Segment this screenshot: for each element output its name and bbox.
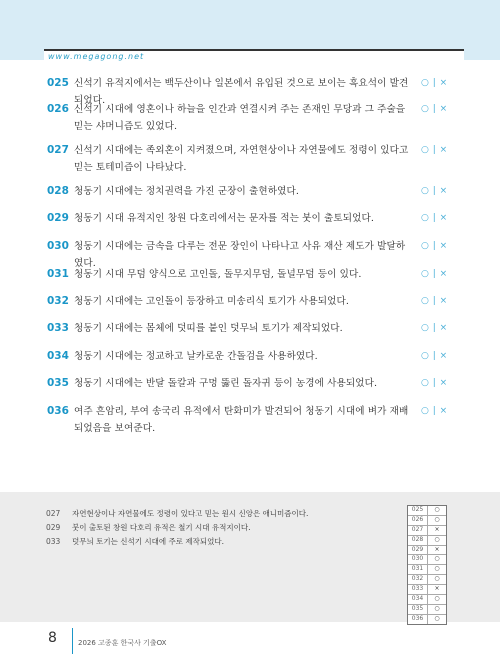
ox-mark: ○ | ×: [421, 296, 448, 306]
answer-number: 028: [408, 536, 428, 545]
note-text: 붓이 출토된 창원 다호리 유적은 철기 시대 유적지이다.: [72, 523, 251, 532]
answer-number: 026: [408, 516, 428, 525]
answer-mark: ○: [434, 515, 440, 523]
answer-row: [408, 506, 446, 516]
note-text: 덧무늬 토기는 신석기 시대에 주로 제작되었다.: [72, 537, 224, 546]
ox-mark: ○ | ×: [421, 269, 448, 279]
answer-number: 031: [408, 565, 428, 574]
ox-mark: ○ | ×: [421, 213, 448, 223]
ox-mark: ○ | ×: [421, 145, 448, 155]
question-number: 034: [47, 350, 69, 362]
answer-number: 036: [408, 615, 428, 624]
question-text: 청동기 시대 유적지인 창원 다호리에서는 문자를 적는 붓이 출토되었다.: [74, 213, 375, 224]
answer-mark: ×: [434, 545, 440, 553]
answer-number: 035: [408, 605, 428, 614]
answer-mark: ○: [434, 555, 440, 563]
book-title: 2026 고종훈 한국사 기출OX: [78, 639, 167, 647]
answer-number: 029: [408, 546, 428, 555]
answer-row: [408, 565, 446, 575]
ox-mark: ○ | ×: [421, 104, 448, 114]
ox-mark: ○ | ×: [421, 186, 448, 196]
question-text: 신석기 시대에 영혼이나 하늘을 인간과 연결시켜 주는 존재인 무당과 그 주술을 믿는 샤머니즘도 있었다.: [74, 104, 406, 132]
answer-number: 027: [408, 526, 428, 535]
note-text: 자연현상이나 자연물에도 정령이 있다고 믿는 원시 신앙은 애니미즘이다.: [72, 509, 309, 518]
answer-number: 030: [408, 555, 428, 564]
footer-divider: [72, 628, 73, 654]
answer-row: [408, 536, 446, 546]
question-number: 025: [47, 77, 69, 89]
question-text: 여주 흔암리, 부여 송국리 유적에서 탄화미가 발견되어 청동기 시대에 벼가 재배되었음을 보여준다.: [74, 406, 409, 434]
question-number: 036: [47, 405, 69, 417]
brand-bar: [44, 49, 464, 67]
question-number: 032: [47, 295, 69, 307]
answer-mark: ○: [434, 506, 440, 513]
question-text: 청동기 시대에는 몸체에 덧띠를 붙인 덧무늬 토기가 제작되었다.: [74, 323, 343, 334]
question-text: 청동기 시대에는 금속을 다루는 전문 장인이 나타나고 사유 재산 제도가 발달하였다.: [74, 241, 406, 269]
answer-table: [407, 505, 447, 625]
question-text: 신석기 유적지에서는 백두산이나 일본에서 유입된 것으로 보이는 흑요석이 발견되었다.: [74, 78, 409, 106]
question-number: 035: [47, 377, 69, 389]
question-number: 027: [47, 144, 69, 156]
answer-mark: ×: [434, 585, 440, 593]
answer-mark: ○: [434, 614, 440, 622]
ox-mark: ○ | ×: [421, 78, 448, 88]
answer-mark: ×: [434, 525, 440, 533]
answer-mark: ○: [434, 565, 440, 573]
note-number: 029: [46, 523, 61, 532]
question-number: 028: [47, 185, 69, 197]
question-number: 030: [47, 240, 69, 252]
explanation-note: [46, 508, 406, 520]
question-text: 청동기 시대에는 고인돌이 등장하고 미송리식 토기가 사용되었다.: [74, 296, 349, 307]
answer-row: [408, 585, 446, 595]
question-text: 청동기 시대 무덤 양식으로 고인돌, 돌무지무덤, 돌널무덤 등이 있다.: [74, 269, 362, 280]
question-text: 청동기 시대에는 정치권력을 가진 군장이 출현하였다.: [74, 186, 299, 197]
question-text: 청동기 시대에는 정교하고 날카로운 간돌검을 사용하였다.: [74, 351, 318, 362]
answer-row: [408, 605, 446, 615]
question-number: 031: [47, 268, 69, 280]
question-text: 청동기 시대에는 반달 돌칼과 구멍 뚫린 돌자귀 등이 농경에 사용되었다.: [74, 378, 378, 389]
answer-row: [408, 526, 446, 536]
answer-number: 032: [408, 575, 428, 584]
question-text: 신석기 시대에는 족외혼이 지켜졌으며, 자연현상이나 자연물에도 정령이 있다고 믿는 토테미즘이 나타났다.: [74, 145, 409, 173]
answer-mark: ○: [434, 604, 440, 612]
question-number: 033: [47, 322, 69, 334]
answer-row: [408, 516, 446, 526]
ox-mark: ○ | ×: [421, 378, 448, 388]
brand-url: www.megagong.net: [48, 52, 145, 61]
question-number: 026: [47, 103, 69, 115]
answer-row: [408, 595, 446, 605]
ox-mark: ○ | ×: [421, 323, 448, 333]
answer-number: 034: [408, 595, 428, 604]
explanation-note: [46, 536, 406, 548]
ox-mark: ○ | ×: [421, 406, 448, 416]
answer-mark: ○: [434, 535, 440, 543]
answer-number: 025: [408, 506, 428, 515]
answer-number: 033: [408, 585, 428, 594]
question-number: 029: [47, 212, 69, 224]
explanation-note: [46, 522, 406, 534]
page-number: 8: [48, 630, 57, 646]
note-number: 033: [46, 537, 61, 546]
answer-mark: ○: [434, 575, 440, 583]
answer-row: [408, 615, 446, 624]
answer-row: [408, 555, 446, 565]
answer-row: [408, 575, 446, 585]
ox-mark: ○ | ×: [421, 241, 448, 251]
answer-mark: ○: [434, 595, 440, 603]
answer-row: [408, 546, 446, 556]
note-number: 027: [46, 509, 61, 518]
ox-mark: ○ | ×: [421, 351, 448, 361]
